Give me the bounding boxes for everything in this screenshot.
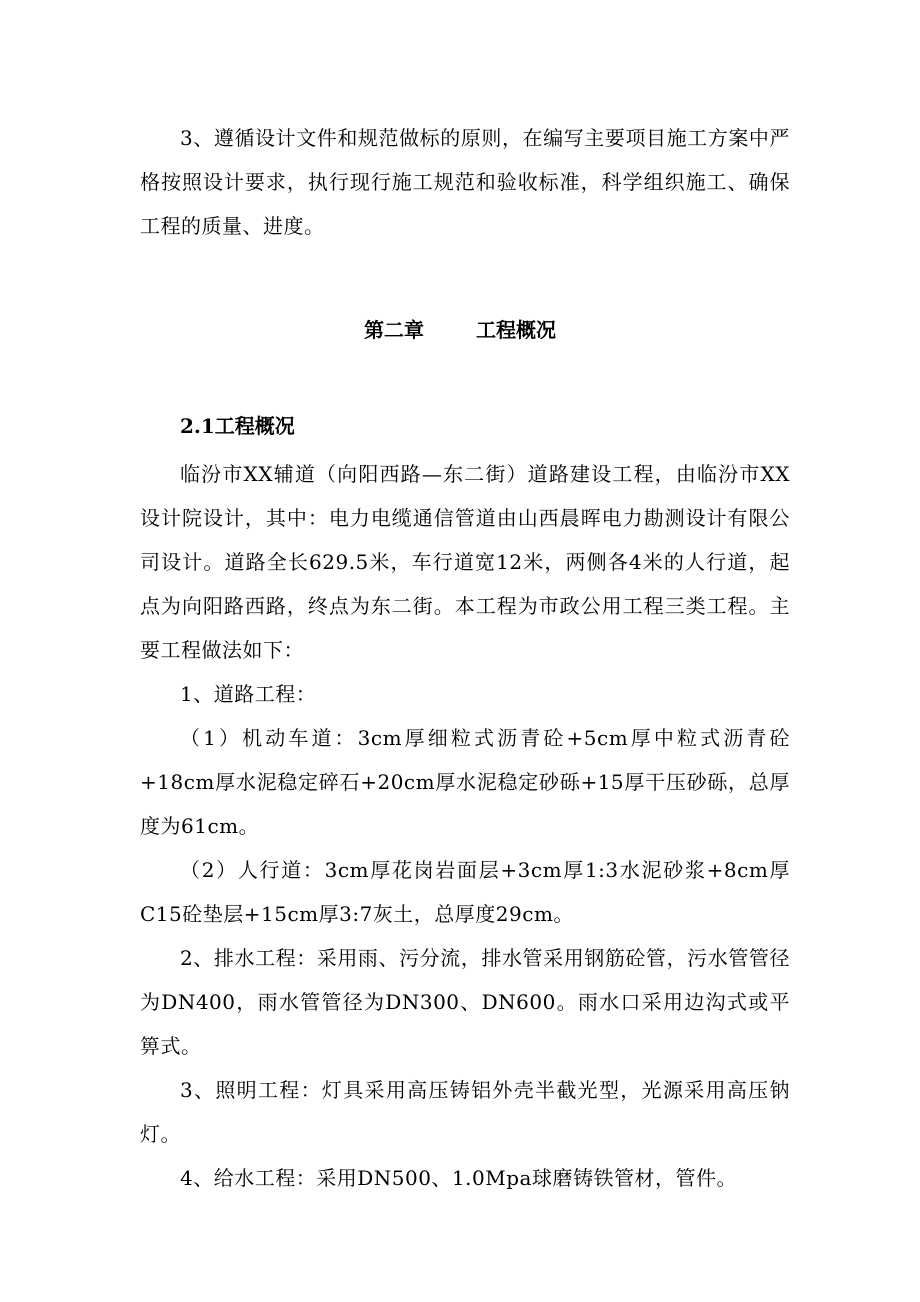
paragraph-road-sidewalk: （2）人行道：3cm厚花岗岩面层+3cm厚1:3水泥砂浆+8cm厚C15砼垫层+15cm厚3:7灰土，总厚度29cm。 bbox=[140, 858, 790, 926]
paragraph-principle-3: 3、遵循设计文件和规范做标的原则，在编写主要项目施工方案中严格按照设计要求，执行现行施工规范和验收标准，科学组织施工、确保工程的质量、进度。 bbox=[140, 126, 790, 238]
paragraph-road-works: 1、道路工程： bbox=[180, 682, 317, 706]
section-heading: 2.1工程概况 bbox=[180, 414, 295, 438]
chapter-title: 工程概况 bbox=[476, 318, 556, 342]
chapter-heading bbox=[0, 316, 920, 344]
paragraph-lighting: 3、照明工程：灯具采用高压铸铝外壳半截光型，光源采用高压钠灯。 bbox=[140, 1078, 790, 1146]
paragraph-road-carriageway: （1）机动车道：3cm厚细粒式沥青砼+5cm厚中粒式沥青砼+18cm厚水泥稳定碎石+20cm厚水泥稳定砂砾+15厚干压砂砾，总厚度为61cm。 bbox=[140, 726, 790, 838]
chapter-label: 第二章 bbox=[364, 318, 424, 342]
paragraph-overview: 临汾市XX辅道（向阳西路—东二街）道路建设工程，由临汾市XX设计院设计，其中：电力电缆通信管道由山西晨晖电力勘测设计有限公司设计。道路全长629.5米，车行道宽12米，两侧各4米的人行道，起点为向阳路西路，终点为东二街。本工程为市政公用工程三类工程。主要工程做法如下： bbox=[140, 462, 790, 662]
paragraph-water-supply: 4、给水工程：采用DN500、1.0Mpa球磨铸铁管材，管件。 bbox=[180, 1166, 737, 1190]
paragraph-drainage: 2、排水工程：采用雨、污分流，排水管采用钢筋砼管，污水管管径为DN400，雨水管管径为DN300、DN600。雨水口采用边沟式或平箅式。 bbox=[140, 946, 790, 1058]
